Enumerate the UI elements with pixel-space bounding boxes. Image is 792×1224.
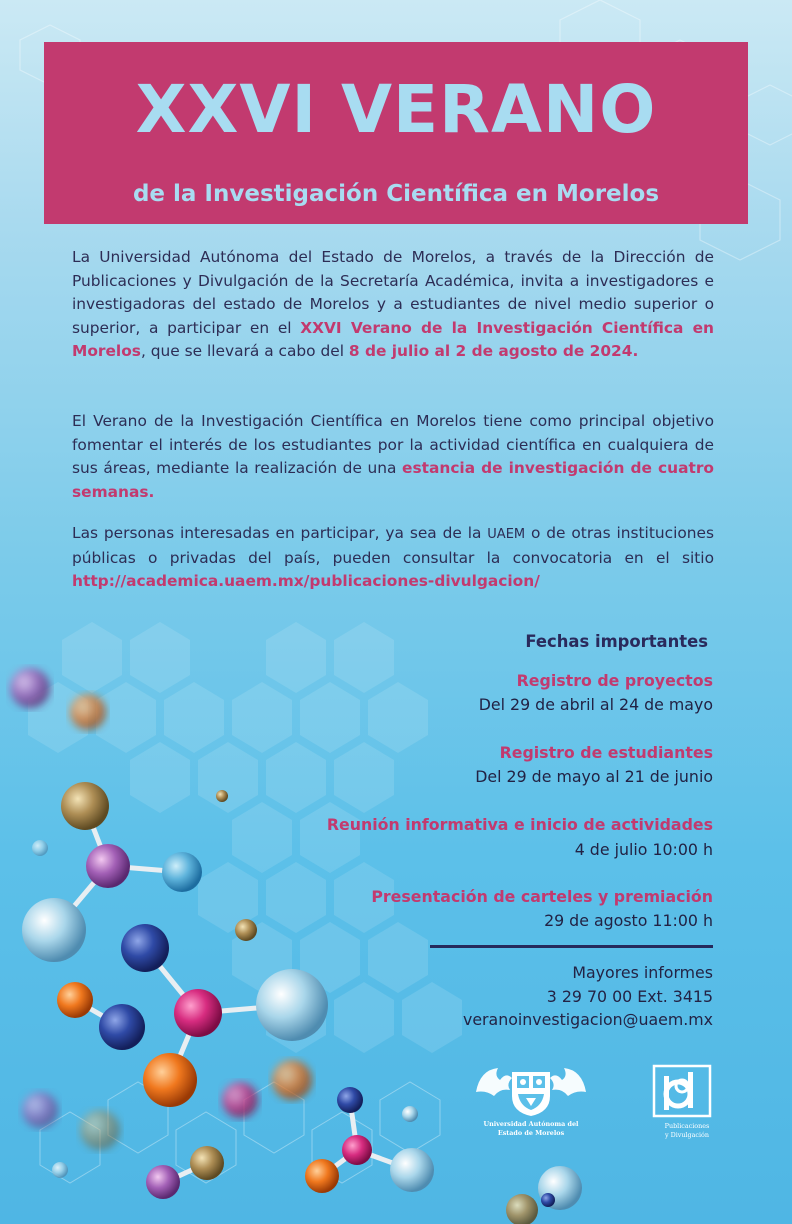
- uaem-crest-icon: [470, 1062, 592, 1118]
- info-paragraph: [72, 522, 714, 594]
- title-banner: [44, 42, 748, 224]
- event-3-date: 4 de julio 10:00 h: [574, 840, 713, 859]
- event-title: XXVI VERANO: [135, 71, 657, 148]
- pd-name-line2: y Divulgación: [664, 1131, 710, 1139]
- event-3-name: Reunión informativa e inicio de actividades: [326, 815, 713, 834]
- convocatoria-link[interactable]: http://academica.uaem.mx/publicaciones-divulgacion/: [72, 572, 540, 590]
- event-2-name: Registro de estudiantes: [499, 743, 713, 762]
- intro-paragraph: [72, 246, 714, 364]
- uaem-name-line1: Universidad Autónoma del: [483, 1120, 579, 1128]
- section-divider: [430, 945, 713, 948]
- uaem-logo: [470, 1062, 592, 1142]
- pd-name-line1: Publicaciones: [664, 1122, 710, 1130]
- contact-phone[interactable]: 3 29 70 00 Ext. 3415: [546, 987, 713, 1006]
- pd-emblem-icon: [648, 1064, 726, 1120]
- dates-heading: Fechas importantes: [525, 632, 708, 651]
- intro-text-b: , que se llevará a cabo del: [140, 342, 349, 360]
- stay-highlight: estancia de investigación de cuatro semanas.: [72, 459, 714, 501]
- objective-paragraph: [72, 410, 714, 504]
- event-1-date: Del 29 de abril al 24 de mayo: [478, 695, 713, 714]
- event-2-date: Del 29 de mayo al 21 de junio: [475, 767, 713, 786]
- info-text-b: o de otras instituciones públicas o privadas del país, pueden consultar la convocatoria en el sitio: [72, 524, 715, 567]
- contact-heading: Mayores informes: [572, 963, 713, 982]
- contact-email[interactable]: veranoinvestigacion@uaem.mx: [462, 1010, 713, 1029]
- objective-text: El Verano de la Investigación Científica en Morelos tiene como principal objetivo fomentar el interés de los estudiantes por la actividad científica en cualquiera de sus áreas, mediante la realización de una: [72, 412, 714, 477]
- uaem-acronym: UAEM: [487, 527, 526, 542]
- uaem-name-line2: Estado de Morelos: [497, 1129, 565, 1137]
- event-subtitle: de la Investigación Científica en Morelos: [132, 181, 660, 207]
- publicaciones-divulgacion-logo: [648, 1064, 726, 1144]
- event-name-highlight: XXVI Verano de la Investigación Científica en Morelos: [72, 318, 714, 360]
- event-4-name: Presentación de carteles y premiación: [371, 887, 713, 906]
- event-4-date: 29 de agosto 11:00 h: [544, 911, 713, 930]
- event-dates-highlight: 8 de julio al 2 de agosto de 2024.: [348, 342, 639, 360]
- event-1-name: Registro de proyectos: [516, 671, 713, 690]
- info-text-a: Las personas interesadas en participar, ya sea de la: [72, 524, 488, 542]
- intro-text-a: La Universidad Autónoma del Estado de Morelos, a través de la Dirección de Publicaciones y Divulgación de la Secretaría Académica, invita a investigadores e investigadoras del estado de Morelos y a estudiantes de nivel medio superior o superior, a participar en el: [72, 248, 714, 337]
